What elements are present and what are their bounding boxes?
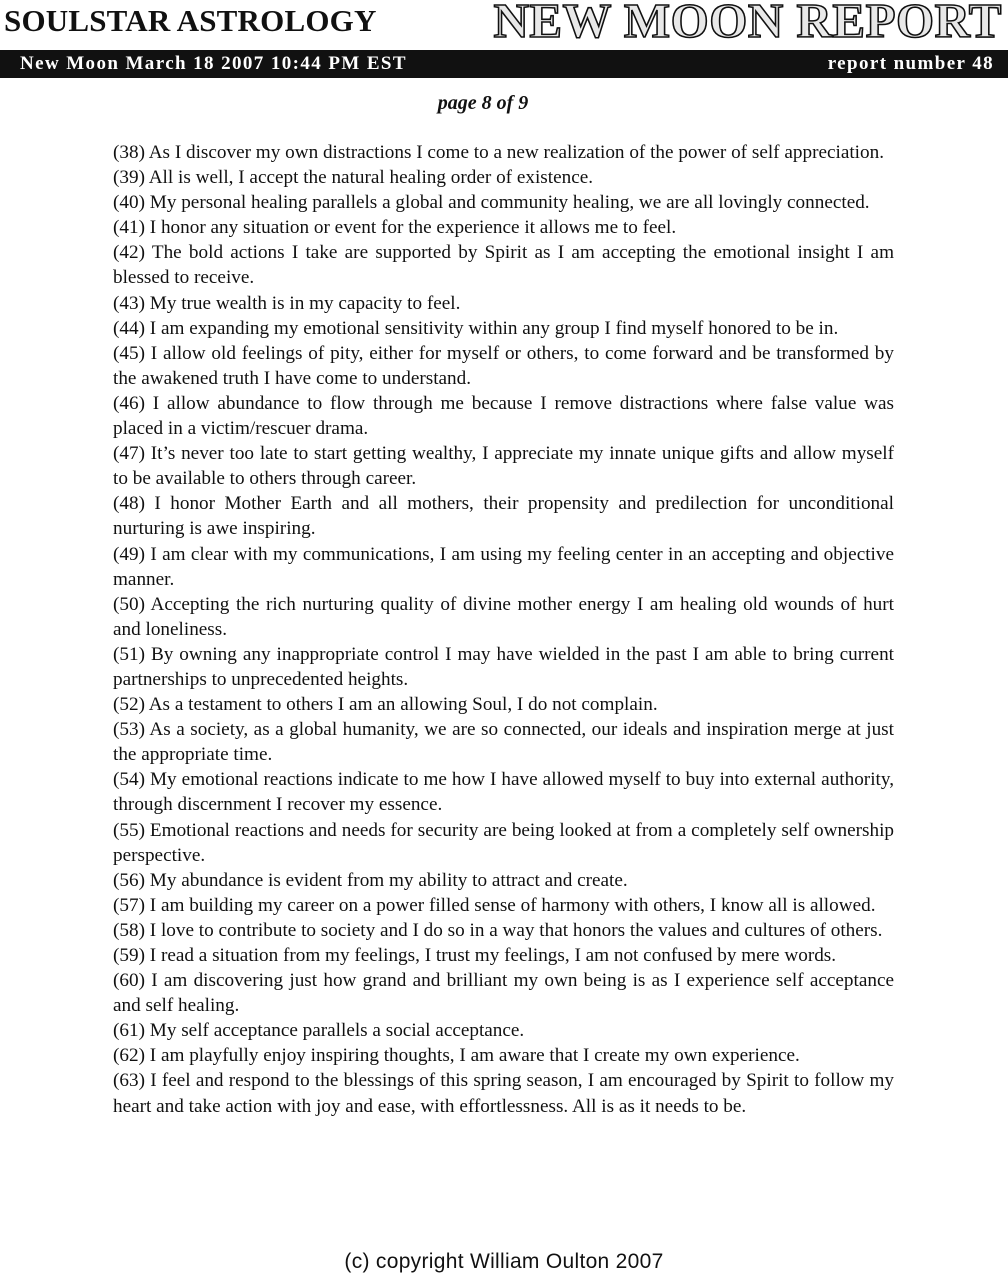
- report-title: NEW MOON REPORT: [493, 0, 1002, 48]
- page-number: page 8 of 9: [437, 92, 529, 114]
- affirmation-item: (54) My emotional reactions indicate to me how I have allowed myself to buy into external authority, through discernment I recover my essence.: [113, 769, 894, 816]
- header-banner: [0, 50, 1008, 78]
- affirmation-item: (51) By owning any inappropriate control I may have wielded in the past I am able to bring current partnerships to unprecedented heights.: [113, 643, 894, 690]
- affirmation-item: (61) My self acceptance parallels a social acceptance.: [113, 1020, 525, 1042]
- affirmation-item: (55) Emotional reactions and needs for security are being looked at from a completely self ownership perspective.: [113, 819, 894, 866]
- affirmation-item: (48) I honor Mother Earth and all mothers, their propensity and predilection for unconditional nurturing is awe inspiring.: [113, 493, 894, 540]
- affirmation-item: (40) My personal healing parallels a global and community healing, we are all lovingly connected.: [113, 192, 870, 214]
- affirmation-item: (43) My true wealth is in my capacity to feel.: [113, 292, 461, 314]
- event-line: New Moon March 18 2007 10:44 PM EST: [20, 53, 407, 74]
- affirmation-item: (58) I love to contribute to society and I do so in a way that honors the values and cultures of others.: [113, 919, 883, 941]
- affirmation-item: (53) As a society, as a global humanity, we are so connected, our ideals and inspiration merge at just the appropriate time.: [113, 719, 894, 766]
- affirmation-item: (63) I feel and respond to the blessings of this spring season, I am encouraged by Spirit to follow my heart and take action with joy and ease, with effortlessness. All is as it needs to be.: [113, 1070, 894, 1117]
- affirmation-item: (41) I honor any situation or event for the experience it allows me to feel.: [113, 217, 677, 239]
- affirmation-item: (56) My abundance is evident from my ability to attract and create.: [113, 869, 628, 891]
- affirmation-list: [113, 140, 894, 1119]
- affirmation-item: (50) Accepting the rich nurturing quality of divine mother energy I am healing old wounds of hurt and loneliness.: [113, 593, 894, 640]
- affirmation-item: (47) It’s never too late to start getting wealthy, I appreciate my innate unique gifts and allow myself to be available to others through career.: [113, 443, 894, 490]
- affirmation-item: (42) The bold actions I take are supported by Spirit as I am accepting the emotional insight I am blessed to receive.: [113, 242, 894, 289]
- affirmation-item: (44) I am expanding my emotional sensitivity within any group I find myself honored to be in.: [113, 317, 839, 339]
- affirmation-item: (62) I am playfully enjoy inspiring thoughts, I am aware that I create my own experience.: [113, 1045, 800, 1067]
- affirmation-item: (49) I am clear with my communications, I am using my feeling center in an accepting and objective manner.: [113, 543, 894, 590]
- affirmation-item: (45) I allow old feelings of pity, either for myself or others, to come forward and be transformed by the awakened truth I have come to understand.: [113, 342, 894, 389]
- affirmation-item: (52) As a testament to others I am an allowing Soul, I do not complain.: [113, 694, 658, 716]
- report-number: report number 48: [827, 53, 994, 74]
- brand-name: SOULSTAR ASTROLOGY: [4, 3, 377, 38]
- affirmation-item: (38) As I discover my own distractions I come to a new realization of the power of self appreciation.: [113, 142, 884, 163]
- masthead: [0, 0, 1008, 50]
- affirmation-item: (59) I read a situation from my feelings, I trust my feelings, I am not confused by mere words.: [113, 945, 837, 966]
- affirmation-item: (57) I am building my career on a power filled sense of harmony with others, I know all is allowed.: [113, 894, 876, 916]
- affirmation-item: (46) I allow abundance to flow through me because I remove distractions where false value was placed in a victim/rescuer drama.: [113, 392, 894, 440]
- affirmation-item: (39) All is well, I accept the natural healing order of existence.: [113, 167, 594, 189]
- affirmation-item: (60) I am discovering just how grand and brilliant my own being is as I experience self acceptance and self healing.: [113, 970, 894, 1017]
- copyright-footer: (c) copyright William Oulton 2007: [344, 1250, 664, 1273]
